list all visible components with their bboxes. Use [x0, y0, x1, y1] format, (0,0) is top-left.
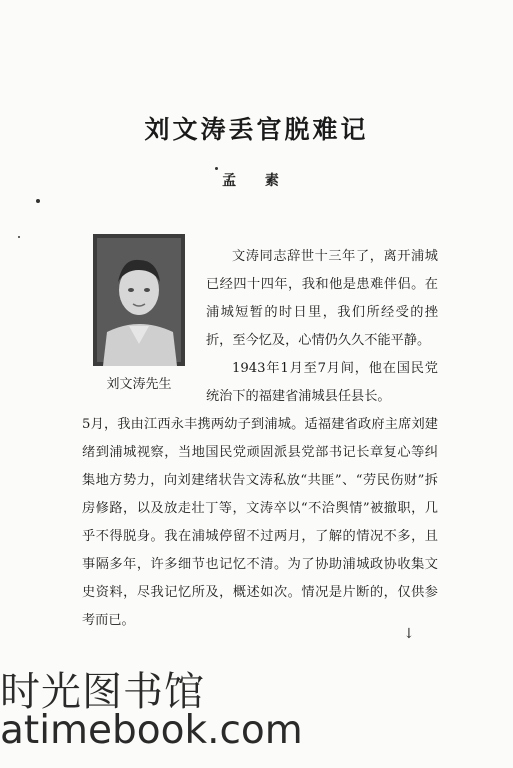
- photo-caption: 刘文涛先生: [106, 377, 172, 392]
- paragraph-2-continued: 5月，我由江西永丰携两幼子到浦城。适福建省政府主席刘建绪到浦城视察，当地国民党顽固派县党部书记长章复心等纠集地方势力，向刘建绪状告文涛私放“共匪”、“劳民伤财”拆房修路，以及放走壮丁等，文涛卒以“不洽舆情”被撤职，几乎不得脱身。我在浦城停留不过两月，了解的情况不多，且事隔多年，许多细节也记忆不清。为了协助浦城政协收集文史资料，尽我记忆所及，概述如次。情况是片断的，仅供参考而已。: [82, 417, 438, 629]
- paragraph-2-start: 1943年1月至7月间，他在国民党统治下的福建省浦城县任县长。: [206, 361, 438, 405]
- article-author: 孟 素: [222, 173, 291, 189]
- scan-speck: [18, 236, 20, 238]
- watermark-chinese: 时光图书馆: [0, 669, 205, 715]
- portrait-image: [93, 234, 185, 366]
- scan-speck: [36, 199, 40, 203]
- portrait-photo: [93, 234, 185, 366]
- watermark-url: atimebook.com: [0, 708, 303, 753]
- page-mark: ↓: [403, 626, 415, 642]
- article-title: 刘文涛丢官脱难记: [144, 115, 369, 144]
- paragraph-1: 文涛同志辞世十三年了，离开浦城已经四十四年，我和他是患难伴侣。在浦城短暂的时日里，我们所经受的挫折，至今忆及，心情仍久久不能平静。: [206, 249, 438, 349]
